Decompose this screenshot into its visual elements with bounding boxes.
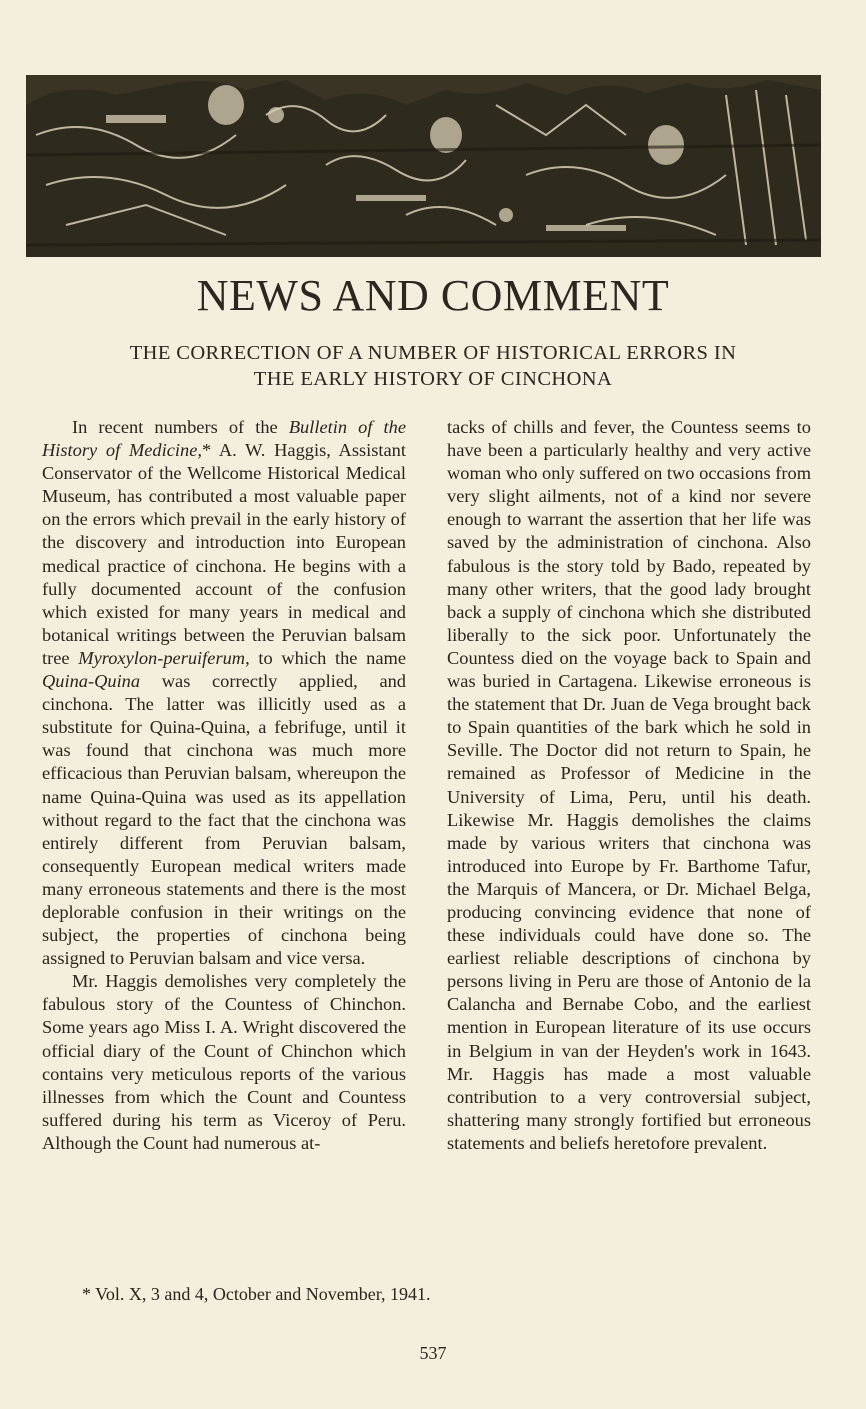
journal-title: Bulletin of the History of Medicine, [42,417,406,461]
footnote: * Vol. X, 3 and 4, October and November, 1941. [82,1284,431,1304]
left-column [42,416,406,1155]
page-number: 537 [419,1343,447,1363]
right-column [447,416,811,1155]
text-span: * A. W. Haggis, Assistant Conservator of the Wellcome Historical Medical Museum, has contributed a most valuable paper on the errors which prevail in the early history of the discovery and introduction into European medical practice of cinchona. He begins with a fully documented account of the confusion which existed for many years in medical and botanical writings between the Peruvian balsam tree [42,440,406,668]
quina-name: Quina-Quina [42,671,141,692]
woodcut-banner-illustration [26,75,821,257]
text-span: to which the name [249,647,406,668]
headline-line-2: THE EARLY HISTORY OF CINCHONA [253,368,613,390]
text-span: was correctly applied, and cinchona. The latter was illicitly used as a substitute for Quina-Quina, a febrifuge, until it was found that cinchona was much more efficacious than Peruvian balsam, whereupon the name Quina-Quina was used as its appellation without regard to the fact that the cinchona was entirely different from Peruvian balsam, consequently European medical writers made many erroneous statements and there is the most deplorable confusion in their writings on the subject, the properties of cinchona being assigned to Peruvian balsam and vice versa. [42,671,406,969]
left-paragraph-2: Mr. Haggis demolishes very completely the fabulous story of the Countess of Chinchon. Some years ago Miss I. A. Wright discovered the official diary of the Count of Chinchon which contains very meticulous reports of the various illnesses from which the Count and Countess suffered during his term as Viceroy of Peru. Although the Count had numerous at- [42,971,406,1153]
species-name: Myroxylon-peruiferum, [78,647,250,668]
text-span: In recent numbers of the [72,417,289,437]
section-title: NEWS AND COMMENT [196,271,670,320]
article-headline [40,340,826,392]
headline-line-1: THE CORRECTION OF A NUMBER OF HISTORICAL ERRORS IN [129,342,737,364]
left-paragraph-1 [42,416,406,970]
right-paragraph-1: tacks of chills and fever, the Countess seems to have been a particularly healthy and very active woman who only suffered on two occasions from very slight ailments, not of a kind nor severe enough to warrant the assertion that her life was saved by the administration of cinchona. Also fabulous is the story told by Bado, repeated by many other writers, that the good lady brought back a supply of cinchona which she distributed liberally to the sick poor. Unfortunately the Countess died on the voyage back to Spain and was buried in Cartagena. Likewise erroneous is the statement that Dr. Juan de Vega brought back to Spain quantities of the bark which he sold in Seville. The Doctor did not return to Spain, he remained as Professor of Medicine in the University of Lima, Peru, until his death. Likewise Mr. Haggis demolishes the claims made by various writers that cinchona was introduced into Europe by Fr. Barthome Tafur, the Marquis of Mancera, or Dr. Michael Belga, producing convincing evidence that none of these individuals could have done so. The earliest reliable descriptions of cinchona by persons living in Peru are those of Antonio de la Calancha and Bernabe Cobo, and the earliest mention in European literature of its use occurs in Belgium in van der Heyden's work in 1643. Mr. Haggis has made a most valuable contribution to a very controversial subject, shattering many strongly fortified but erroneous statements and beliefs heretofore prevalent. [447,417,811,1153]
